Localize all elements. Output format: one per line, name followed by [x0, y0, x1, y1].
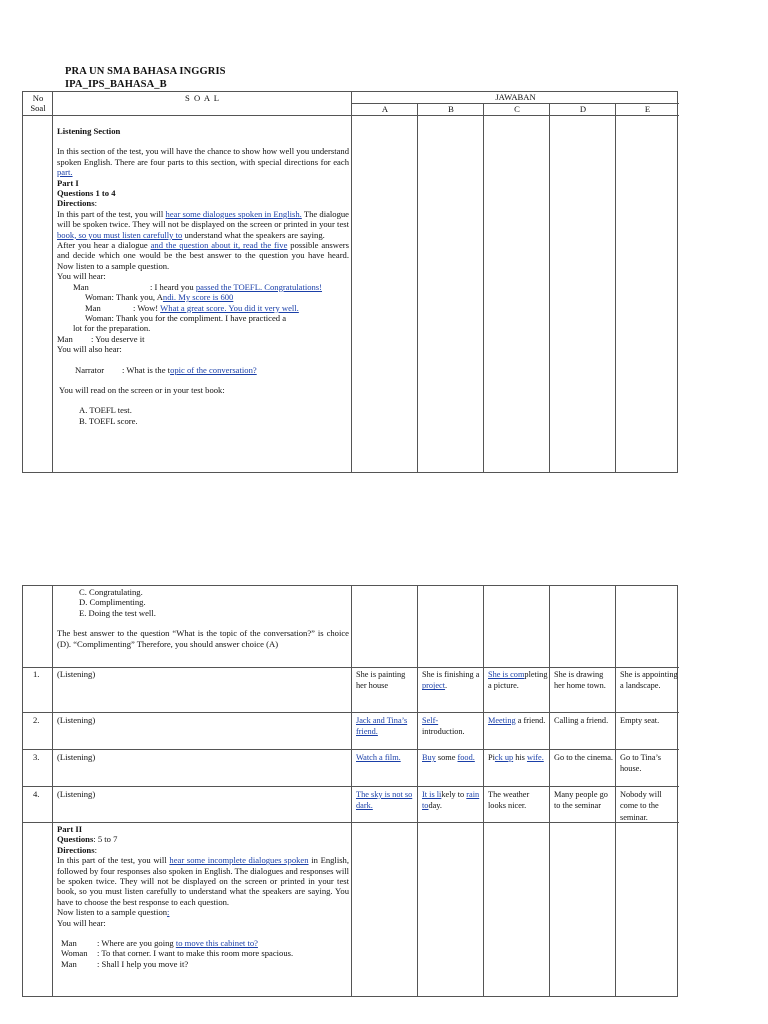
- part-link[interactable]: part.: [57, 167, 73, 178]
- col-header-soal: S O A L: [185, 93, 220, 103]
- incomplete-dialogues-link[interactable]: hear some incomplete dialogues spoken: [169, 855, 309, 866]
- col-header-a: A: [381, 104, 389, 114]
- questions-5-7-label: Questions: 5 to 7: [57, 834, 118, 845]
- read-instruction: You will read on the screen or in your test book:: [59, 384, 225, 395]
- option-b: B. TOEFL score.: [79, 415, 138, 426]
- row-2-number: 2.: [33, 715, 40, 725]
- sample-continuation: [57, 587, 349, 649]
- row-2-answer-e: Empty seat.: [620, 716, 660, 725]
- dialogue-line-3: Man : Wow! What a great score. You did it very well.: [85, 302, 299, 313]
- row-2-answer-c: Meeting a friend.: [488, 716, 546, 725]
- directions-paragraph: In this part of the test, you will hear some dialogues spoken in English. The dialogue will be spoken twice. They will not be displayed on the screen or printed in your test book, so you must listen carefully to understand what the speakers are saying.: [57, 208, 349, 240]
- sample-question-intro: Now listen to a sample question:: [57, 907, 170, 918]
- row-3-number: 3.: [33, 752, 40, 762]
- row-4-answer-c: The weather looks nicer.: [488, 790, 530, 811]
- row-1-answer-d: She is drawing her home town.: [554, 670, 606, 691]
- row-2-answer-d: Calling a friend.: [554, 716, 609, 725]
- directions-label: Directions:: [57, 198, 97, 209]
- row-1-answer-a: She is painting her house: [356, 670, 406, 691]
- row-2-answer-b: Self- introduction.: [422, 716, 465, 737]
- question-table-page-1: [22, 91, 678, 473]
- row-1-answer-e: She is appointing a landscape.: [620, 670, 678, 691]
- option-d: D. Complimenting.: [79, 597, 146, 608]
- col-header-jawaban: JAWABAN: [495, 92, 536, 102]
- best-answer-note: The best answer to the question “What is the topic of the conversation?” is choice (D). “Complimenting” Therefore, you should answer choice (A): [57, 628, 349, 649]
- row-4-number: 4.: [33, 789, 40, 799]
- option-c: C. Congratulating.: [79, 587, 143, 597]
- sample-line-1: Man : Where are you going to move this cabinet to?: [61, 938, 258, 949]
- dialogues-link[interactable]: hear some dialogues spoken in English.: [165, 208, 302, 219]
- directions-2-label: Directions:: [57, 844, 97, 855]
- col-header-no: No Soal: [30, 93, 46, 114]
- part-label: Part I: [57, 177, 79, 188]
- part-2-content: [57, 824, 349, 969]
- book-link[interactable]: book, so you must listen carefully to: [57, 229, 183, 240]
- row-1-answer-c: She is completing a picture.: [488, 670, 548, 691]
- row-3-answer-b: Buy some food.: [422, 753, 475, 762]
- sample-line-2: Woman : To that corner. I want to make this room more spacious.: [61, 948, 294, 959]
- sample-line-3: Man : Shall I help you move it?: [61, 958, 189, 969]
- you-will-also-hear: You will also hear:: [57, 344, 122, 355]
- row-4-answer-e: Nobody will come to the seminar.: [620, 790, 662, 822]
- questions-label: Questions 1 to 4: [57, 188, 116, 199]
- row-1-number: 1.: [33, 669, 40, 679]
- dialogue-line-2: Woman: Thank you, Andi. My score is 600: [85, 292, 234, 303]
- question-table-page-2: [22, 585, 678, 997]
- row-3-answer-e: Go to Tina’s house.: [620, 753, 662, 774]
- part-2-directions: In this part of the test, you will hear some incomplete dialogues spoken in English, followed by four responses also spoken in English. The dialogues and responses will be spoken twice. They will not be displayed on the screen or printed in your test book, so you must listen carefully to understand what the speakers are saying. You have to choose the best response to each question.: [57, 855, 349, 907]
- row-4-answer-a: The sky is not so dark.: [356, 790, 413, 811]
- row-3-answer-c: Pick up his wife.: [488, 753, 544, 762]
- option-a: A. TOEFL test.: [79, 405, 132, 416]
- col-header-b: B: [448, 104, 454, 114]
- row-4-answer-b: It is likely to rain today.: [422, 790, 480, 811]
- row-3-question: (Listening): [57, 752, 96, 762]
- intro-paragraph: In this section of the test, you will have the chance to show how well you understand spoken English. There are four parts to this section, with special directions for each part.: [57, 146, 349, 178]
- narrator-line: Narrator : What is the topic of the conversation?: [75, 364, 257, 375]
- you-will-hear: You will hear:: [57, 271, 106, 282]
- col-header-e: E: [644, 104, 651, 114]
- row-1-answer-b: She is finishing a project.: [422, 670, 480, 691]
- row-2-question: (Listening): [57, 715, 96, 725]
- col-header-c: C: [514, 104, 520, 114]
- section-heading: Listening Section: [57, 126, 121, 136]
- col-header-d: D: [579, 104, 587, 114]
- row-1-question: (Listening): [57, 669, 96, 679]
- question-link[interactable]: and the question about it, read the five: [150, 240, 288, 251]
- dialogue-line-1: Man : I heard you passed the TOEFL. Congratulations!: [73, 281, 323, 292]
- row-4-question: (Listening): [57, 789, 96, 799]
- row-3-answer-a: Watch a film.: [356, 753, 401, 762]
- row-2-answer-a: Jack and Tina’s friend.: [356, 716, 408, 737]
- document-title: PRA UN SMA BAHASA INGGRIS: [65, 66, 226, 77]
- directions-paragraph-2: After you hear a dialogue and the question about it, read the five possible answers and decide which one would be the best answer to the question you have heard. Now listen to a sample question.: [57, 240, 350, 271]
- dialogue-line-4b: lot for the preparation.: [73, 323, 151, 334]
- option-e: E. Doing the test well.: [79, 607, 156, 618]
- dialogue-line-5: Man : You deserve it: [57, 333, 145, 344]
- row-3-answer-d: Go to the cinema.: [554, 753, 613, 762]
- row-4-answer-d: Many people go to the seminar: [554, 790, 608, 811]
- listening-section-content: [57, 126, 349, 426]
- document-subtitle: IPA_IPS_BAHASA_B: [65, 79, 167, 90]
- dialogue-line-4: Woman: Thank you for the compliment. I have practiced a: [85, 312, 287, 323]
- you-will-hear-2: You will hear:: [57, 917, 106, 928]
- part-2-label: Part II: [57, 824, 83, 834]
